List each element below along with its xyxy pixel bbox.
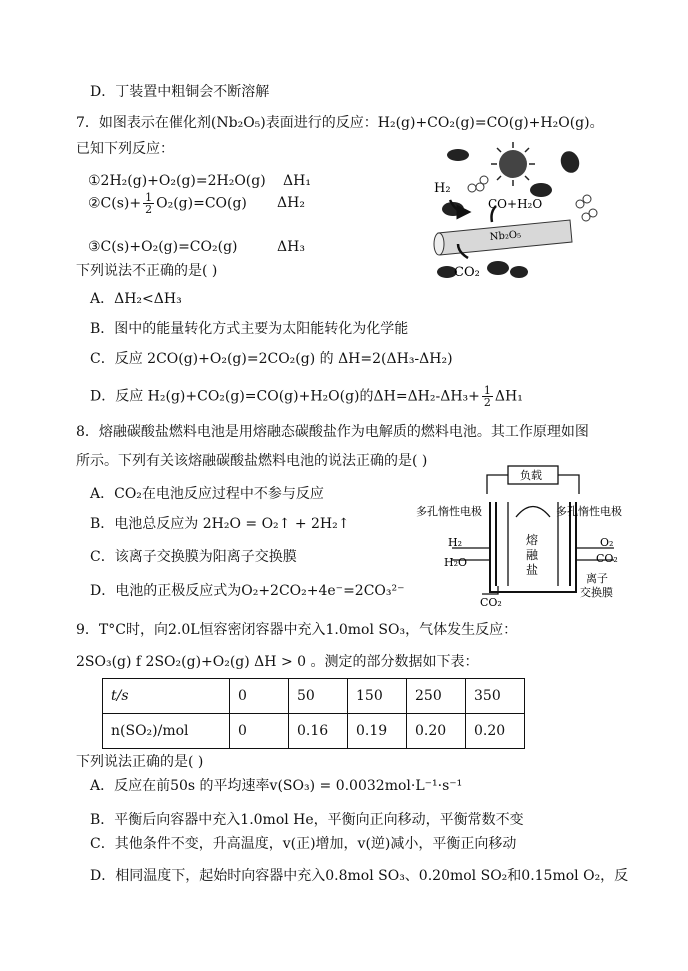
q9-question: 下列说法正确的是( ) bbox=[76, 754, 204, 770]
co2-bottom-label: CO₂ bbox=[480, 596, 502, 609]
table-cell: 150 bbox=[348, 679, 407, 714]
table-row bbox=[103, 714, 525, 749]
table-cell: 350 bbox=[466, 679, 525, 714]
co2-right-label: CO₂ bbox=[596, 552, 618, 565]
q9-option-a: A．反应在前50s 的平均速率v(SO₃) = 0.0032mol·L⁻¹·s⁻¹ bbox=[90, 778, 463, 794]
membrane-label-2: 交换膜 bbox=[580, 586, 613, 599]
table-row bbox=[103, 679, 525, 714]
table-cell: 0 bbox=[230, 714, 289, 749]
o2-label: O₂ bbox=[600, 536, 614, 549]
particle bbox=[510, 266, 528, 278]
q9-option-b: B．平衡后向容器中充入1.0mol He，平衡向正向移动，平衡常数不变 bbox=[90, 812, 524, 828]
sun-icon bbox=[491, 142, 535, 186]
table-cell: 0.19 bbox=[348, 714, 407, 749]
electrode-right-label: 多孔惰性电极 bbox=[556, 505, 622, 518]
q7-option-a: A．ΔH₂<ΔH₃ bbox=[90, 291, 182, 307]
fig7-catalyst-label: Nb₂O₅ bbox=[489, 229, 522, 243]
table-cell: n(SO₂)/mol bbox=[103, 714, 230, 749]
table-cell: 250 bbox=[407, 679, 466, 714]
fraction-half: $\frac{1}{2}$ bbox=[145, 191, 153, 216]
catalyst-figure bbox=[420, 140, 610, 290]
fig7-h2-label: H₂ bbox=[434, 181, 451, 196]
q8-option-b: B．电池总反应为 2H₂O = O₂↑ + 2H₂↑ bbox=[90, 516, 350, 532]
q7-known: 已知下列反应： bbox=[76, 141, 174, 157]
q8-option-d: D．电池的正极反应式为O₂+2CO₂+4e⁻=2CO₃²⁻ bbox=[90, 583, 405, 599]
salt-label-1: 熔 bbox=[526, 533, 539, 547]
q7-reaction-1: ①2H₂(g)+O₂(g)=2H₂O(g) bbox=[88, 173, 266, 189]
salt-label-2: 融 bbox=[526, 548, 539, 562]
q9-stem-2: 2SO₃(g) f 2SO₂(g)+O₂(g) ΔH > 0 。测定的部分数据如下表： bbox=[76, 654, 479, 670]
h2o-label: H₂O bbox=[444, 556, 468, 569]
q9-option-d: D．相同温度下，起始时向容器中充入0.8mol SO₃、0.20mol SO₂和0.15mol O₂，反 bbox=[90, 868, 629, 884]
q8-option-c: C．该离子交换膜为阳离子交换膜 bbox=[90, 549, 297, 565]
fuel-cell-figure bbox=[412, 462, 632, 612]
q7-dh3: ΔH₃ bbox=[277, 239, 305, 255]
load-label: 负载 bbox=[520, 469, 542, 482]
q7-stem: 7．如图表示在催化剂(Nb₂O₅)表面进行的反应：H₂(g)+CO₂(g)=CO(g)+H₂O(g)。 bbox=[76, 115, 604, 131]
q7-reaction-3: ③C(s)+O₂(g)=CO₂(g) bbox=[88, 239, 238, 255]
table-cell: 0.16 bbox=[289, 714, 348, 749]
q7-reaction-2: ②C(s)+ $\frac{1}{2}$ O₂(g)=CO(g) bbox=[88, 191, 247, 216]
q7-question: 下列说法不正确的是( ) bbox=[76, 263, 218, 279]
q7-dh2: ΔH₂ bbox=[277, 195, 305, 211]
q7-option-c: C．反应 2CO(g)+O₂(g)=2CO₂(g) 的 ΔH=2(ΔH₃-ΔH₂) bbox=[90, 351, 453, 367]
particle bbox=[487, 261, 509, 275]
q9-stem-1: 9．T°C时，向2.0L恒容密闭容器中充入1.0mol SO₃，气体发生反应： bbox=[76, 622, 518, 638]
fig7-co2-label: CO₂ bbox=[454, 265, 480, 280]
fraction-half: $\frac{1}{2}$ bbox=[483, 384, 491, 409]
q7-option-b: B．图中的能量转化方式主要为太阳能转化为化学能 bbox=[90, 321, 409, 337]
particle bbox=[558, 149, 582, 176]
q7-option-d: D．反应 H₂(g)+CO₂(g)=CO(g)+H₂O(g)的ΔH=ΔH₂-ΔH₃+ $\frac{1}{2}$ ΔH₁ bbox=[90, 384, 523, 409]
q9-data-table bbox=[102, 678, 525, 749]
fig7-product-label: CO+H₂O bbox=[488, 197, 543, 211]
table-cell: 0 bbox=[230, 679, 289, 714]
table-cell: 50 bbox=[289, 679, 348, 714]
table-cell: 0.20 bbox=[407, 714, 466, 749]
q9-option-c: C．其他条件不变，升高温度，v(正)增加，v(逆)减小，平衡正向移动 bbox=[90, 836, 517, 852]
membrane-label-1: 离子 bbox=[586, 572, 608, 585]
particle bbox=[447, 149, 469, 161]
h2-label: H₂ bbox=[448, 536, 463, 549]
particle bbox=[530, 183, 552, 197]
q7-dh1: ΔH₁ bbox=[283, 173, 311, 189]
q8-stem-2: 所示。下列有关该熔融碳酸盐燃料电池的说法正确的是( ) bbox=[76, 453, 428, 469]
q6-option-d: D．丁装置中粗铜会不断溶解 bbox=[90, 84, 270, 100]
table-cell: t/s bbox=[103, 679, 230, 714]
q8-stem-1: 8．熔融碳酸盐燃料电池是用熔融态碳酸盐作为电解质的燃料电池。其工作原理如图 bbox=[76, 424, 589, 440]
salt-label-3: 盐 bbox=[526, 563, 539, 577]
q8-option-a: A．CO₂在电池反应过程中不参与反应 bbox=[90, 486, 324, 502]
table-cell: 0.20 bbox=[466, 714, 525, 749]
electrode-left-label: 多孔惰性电极 bbox=[416, 505, 482, 518]
